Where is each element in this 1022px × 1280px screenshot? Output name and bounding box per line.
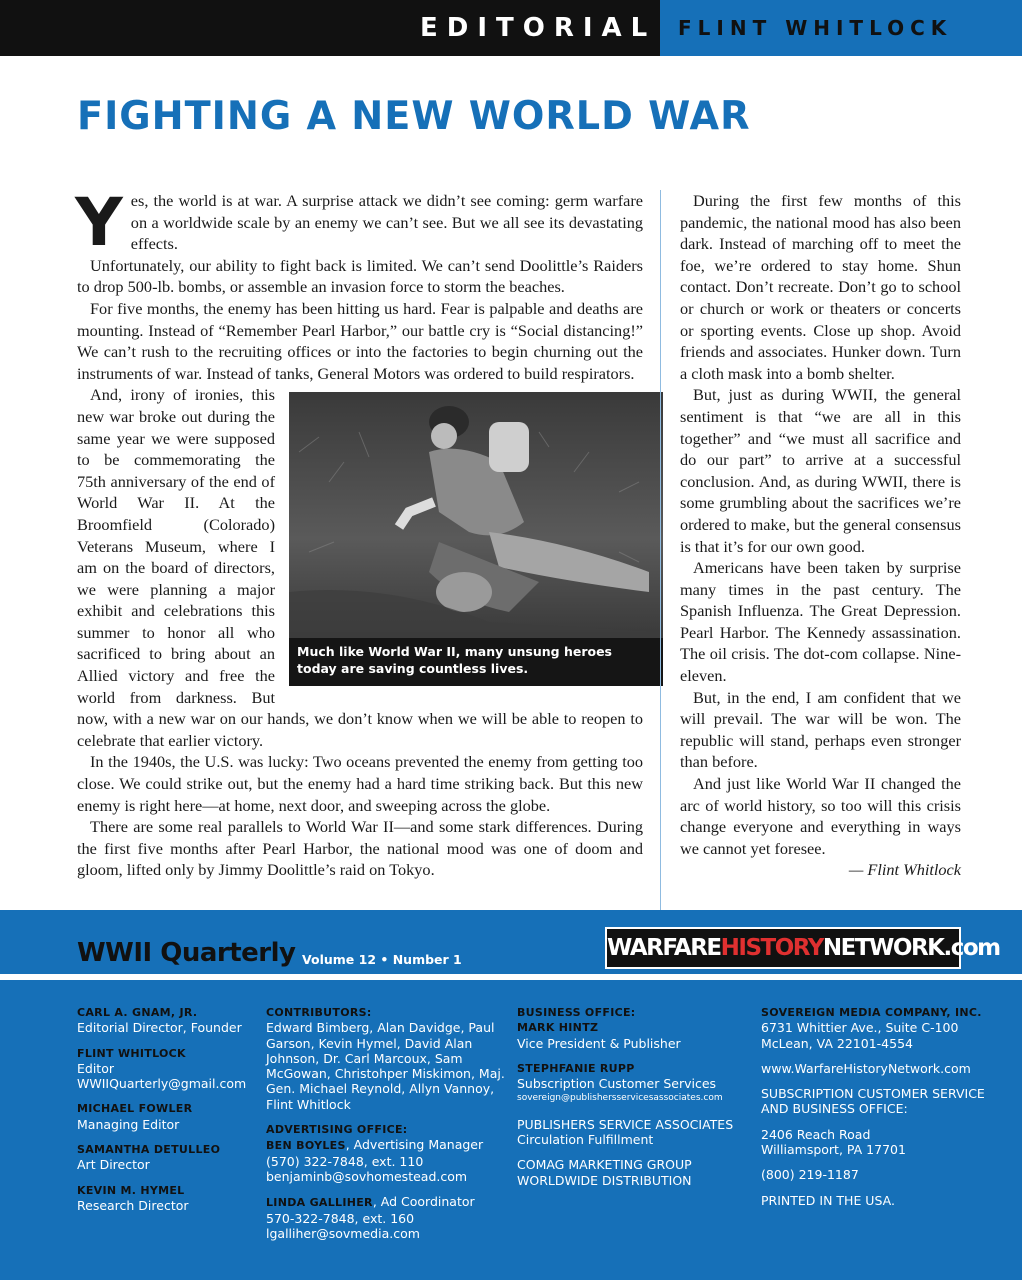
drop-cap: Y xyxy=(75,184,123,261)
subscription-email[interactable]: sovereign@publishersservicesassociates.com xyxy=(517,1093,723,1104)
article-column-1 xyxy=(75,184,643,881)
footer-stripe xyxy=(0,974,1022,980)
section-label: EDITORIAL xyxy=(420,13,657,43)
company-column: SOVEREIGN MEDIA COMPANY, INC. 6731 Whittier Ave., Suite C-100 McLean, VA 22101-4554 www.WarfareHistoryNetwork.com SUBSCRIPTION CUSTOMER SERVICE AND BUSINESS OFFICE: 2406 Reach Road Williamsport, PA 17701 (800) 219-1187 PRINTED IN THE USA. xyxy=(761,1005,1001,1218)
paragraph: For five months, the enemy has been hitting us hard. Fear is palpable and deaths are mounting. Instead of “Remember Pearl Harbor,” our battle cry is “Social distancing!” We can’t rush to the recruiting offices or into the factories to begin churning out the instruments of war. Instead of tanks, General Motors was ordered to build respirators. xyxy=(77,298,643,383)
column-divider xyxy=(660,190,661,910)
article-title: FIGHTING A NEW WORLD WAR xyxy=(77,94,751,139)
contributors-list: Edward Bimberg, Alan Davidge, Paul Garson, Kevin Hymel, David Alan Johnson, Dr. Carl Marcoux, Sam McGowan, Christohper Miskimon, Maj. Gen. Michael Reynold, Allyn Vannoy, Flint Whitlock xyxy=(266,1020,505,1112)
paragraph: And just like World War II changed the arc of world history, so too will this crisis change everyone and everything in ways we cannot yet foresee. xyxy=(680,774,961,858)
warfare-history-network-logo[interactable]: WARFAREHISTORYNETWORK.com xyxy=(605,927,961,969)
ad-email[interactable]: benjaminb@sovhomestead.com xyxy=(266,1168,468,1184)
article-photo xyxy=(289,392,663,686)
article-column-2 xyxy=(680,190,961,881)
staff-entry: KEVIN M. HYMEL Research Director xyxy=(77,1183,189,1213)
paragraph: But, in the end, I am confident that we will prevail. The war will be won. The republic will stand, perhaps even stronger than before. xyxy=(680,687,961,772)
volume-number: Volume 12 • Number 1 xyxy=(302,952,462,967)
paragraph: But, just as during WWII, the general sentiment is that “we are all in this together” and “we must all sacrifice and do our part” to arrive at a successful conclusion. And, as during WWII, there is some grumbling about the sacrifices we’re ordered to make, but the general consensus is that it’s for our own good. xyxy=(680,385,961,556)
contributors-column: CONTRIBUTORS: Edward Bimberg, Alan Davidge, Paul Garson, Kevin Hymel, David Alan Johnson, Dr. Carl Marcoux, Sam McGowan, Christohper Miskimon, Maj. Gen. Michael Reynold, Allyn Vannoy, Flint Whitlock ADVERTISING OFFICE: BEN BOYLES, Advertising Manager (570) 322-7848, ext. 110 benjaminb@sovhomestead.com LINDA GALLIHER, Ad Coordinator 570-322-7848, ext. 160 lgalliher@sovmedia.com xyxy=(266,1006,505,1241)
paragraph: There are some real parallels to World War II—and some stark differences. During the first five months after Pearl Harbor, the national mood was one of doom and gloom, lifted only by Jimmy Doolittle’s raid on Tokyo. xyxy=(77,817,643,880)
paragraph: And, irony of ironies, this new war broke out during the same year we were supposed to be commemorating the 75th anniversary of the end of World War II. At the Broomfield (Colorado) Veterans Museum, where I am on the board of directors, we were planning a major exhibit and celebrations this summer to honor all who sacrificed to bring about an Allied victory and free the world from darkness. But now, with a new war on our hands, we don’t know when we will be able to reopen to celebrate that earlier victory. xyxy=(77,385,643,750)
staff-entry: MICHAEL FOWLER Managing Editor xyxy=(77,1102,193,1132)
paragraph: Yes, the world is at war. A surprise attack we didn’t see coming: germ warfare on a worldwide scale by an enemy we can’t see. But we all see its devastating effects. xyxy=(75,184,643,261)
header-bar xyxy=(0,0,1022,56)
staff-entry: SAMANTHA DETULLEO Art Director xyxy=(77,1143,221,1173)
staff-column xyxy=(77,1005,257,1223)
photo-caption: Much like World War II, many unsung heroes today are saving countless lives. xyxy=(289,638,663,686)
paragraph: During the first few months of this pandemic, the national mood has also been dark. Instead of marching off to meet the foe, we’re ordered to stay home. Shun contact. Don’t recreate. Don’t go to school or church or work or theaters or concerts or sporting events. Close up shop. Avoid friends and associates. Hunker down. Turn a cloth mask into a bomb shelter. xyxy=(680,191,961,383)
website-link[interactable]: www.WarfareHistoryNetwork.com xyxy=(761,1060,971,1076)
editor-email[interactable]: WWIIQuarterly@gmail.com xyxy=(77,1076,247,1092)
paragraph: In the 1940s, the U.S. was lucky: Two oceans prevented the enemy from getting too close. We could strike out, but the enemy had a hard time striking back. But this new enemy is right here—at home, next door, and sweeping across the globe. xyxy=(77,752,643,815)
paragraph: Unfortunately, our ability to fight back is limited. We can’t send Doolittle’s Raiders to drop 500-lb. bombs, or assemble an invasion force to storm the beaches. xyxy=(77,255,643,297)
ad-email[interactable]: lgalliher@sovmedia.com xyxy=(266,1225,420,1241)
author-label: FLINT WHITLOCK xyxy=(660,0,1022,56)
staff-entry: FLINT WHITLOCK Editor WWIIQuarterly@gmail.com xyxy=(77,1046,257,1092)
business-column: BUSINESS OFFICE: MARK HINTZ Vice President & Publisher STEPHFANIE RUPP Subscription Customer Services sovereign@publishersservicesassociates.com PUBLISHERS SERVICE ASSOCIATES Circulation Fulfillment COMAG MARKETING GROUP WORLDWIDE DISTRIBUTION xyxy=(517,1005,749,1198)
signature: — Flint Whitlock xyxy=(848,860,961,880)
staff-entry: CARL A. GNAM, JR. Editorial Director, Founder xyxy=(77,1006,242,1036)
paragraph: Americans have been taken by surprise many times in the past century. The Spanish Influenza. The Great Depression. Pearl Harbor. The Kennedy assassination. The oil crisis. The dot-com collapse. Nine-eleven. xyxy=(680,558,961,686)
magazine-name: WWII Quarterly xyxy=(77,938,296,968)
